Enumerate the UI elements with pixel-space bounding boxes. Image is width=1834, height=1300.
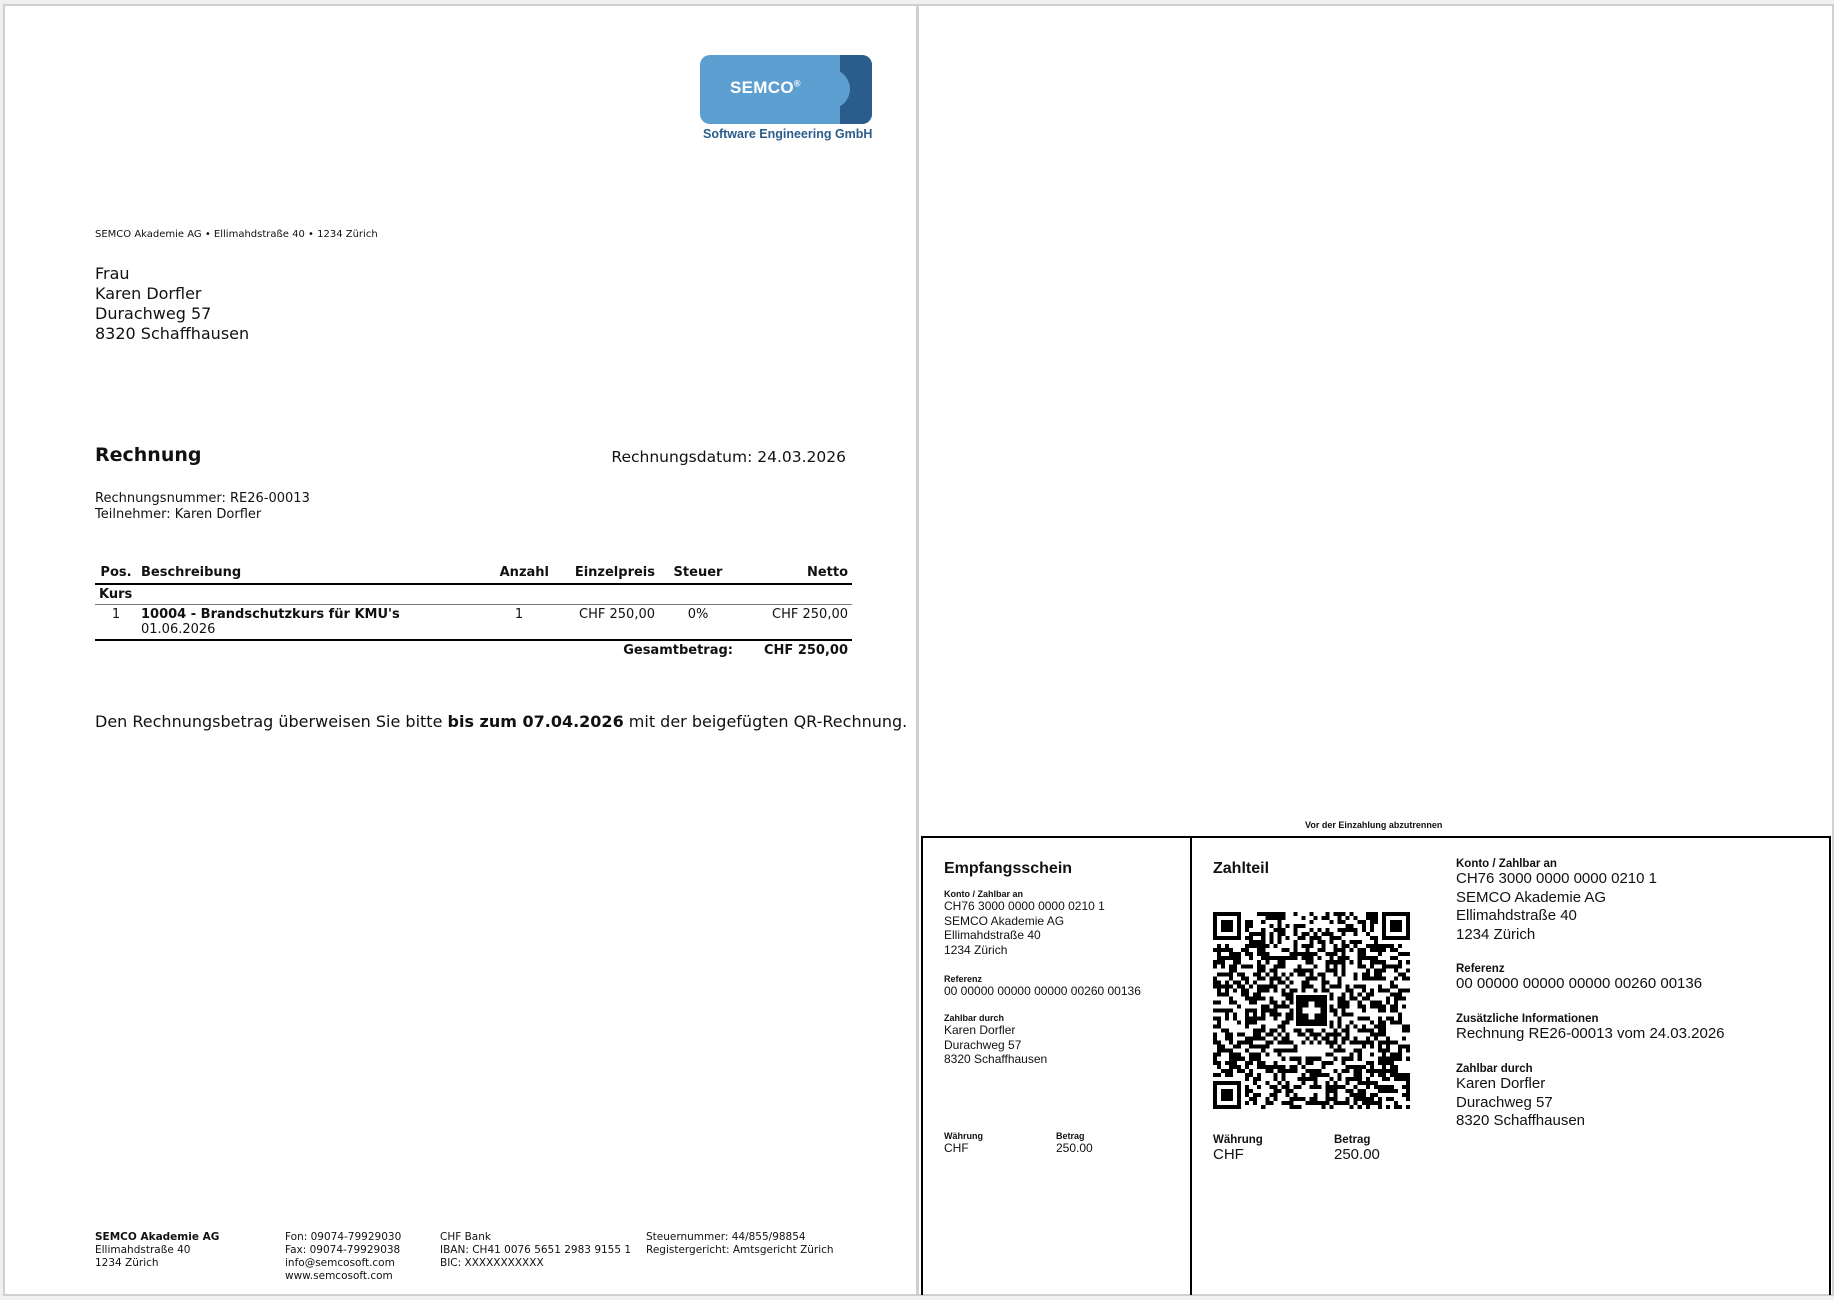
footer-contact: Fon: 09074-79929030 Fax: 09074-79929038 info@semcosoft.com www.semcosoft.com bbox=[285, 1231, 402, 1282]
company-logo bbox=[700, 55, 876, 143]
invoice-number: Rechnungsnummer: RE26-00013 bbox=[95, 491, 310, 506]
receipt-currency: Währung CHF bbox=[944, 1131, 983, 1155]
slip-divider bbox=[1190, 838, 1192, 1295]
sender-line: SEMCO Akademie AG • Ellimahdstraße 40 • 1234 Zürich bbox=[95, 229, 378, 240]
payment-note: Den Rechnungsbetrag überweisen Sie bitte bis zum 07.04.2026 mit der beigefügten QR-Rechnung. bbox=[95, 712, 908, 731]
payment-account: Konto / Zahlbar an CH76 3000 0000 0000 0210 1 SEMCO Akademie AG Ellimahdstraße 40 1234 Zürich bbox=[1456, 858, 1658, 943]
receipt-reference: Referenz 00 00000 00000 00000 00260 00136 bbox=[944, 974, 1141, 998]
payment-part-title: Zahlteil bbox=[1213, 860, 1270, 877]
logo-name: SEMCO bbox=[730, 78, 794, 97]
payment-payer: Zahlbar durch Karen Dorfler Durachweg 57 8320 Schaffhausen bbox=[1456, 1063, 1586, 1129]
logo-subtitle: Software Engineering GmbH bbox=[703, 127, 873, 141]
qr-payment-slip bbox=[921, 836, 1831, 1295]
receipt-payer: Zahlbar durch Karen Dorfler Durachweg 57 8320 Schaffhausen bbox=[944, 1013, 1048, 1066]
receipt-title: Empfangsschein bbox=[944, 860, 1073, 877]
total-row: Gesamtbetrag: CHF 250,00 bbox=[623, 643, 848, 658]
line-items-table bbox=[95, 563, 852, 660]
footer-email[interactable]: info@semcosoft.com bbox=[285, 1257, 395, 1269]
payment-reference: Referenz 00 00000 00000 00000 00260 00136 bbox=[1456, 963, 1703, 992]
separator-label: Vor der Einzahlung abzutrennen bbox=[1305, 820, 1443, 830]
invoice-title: Rechnung bbox=[95, 444, 202, 466]
payment-currency: Währung CHF bbox=[1213, 1134, 1263, 1163]
payment-additional-info: Zusätzliche Informationen Rechnung RE26-00013 vom 24.03.2026 bbox=[1456, 1013, 1725, 1042]
recipient-address: Frau Karen Dorfler Durachweg 57 8320 Schaffhausen bbox=[95, 264, 250, 343]
invoice-page bbox=[3, 4, 918, 1296]
logo-badge: SEMCO® bbox=[700, 55, 872, 124]
group-row: Kurs bbox=[95, 584, 852, 605]
footer-legal: Steuernummer: 44/855/98854 Registergericht: Amtsgericht Zürich bbox=[646, 1231, 834, 1256]
table-row: 1 10004 - Brandschutzkurs für KMU's 01.06.2026 1 CHF 250,00 0% CHF 250,00 bbox=[95, 605, 852, 641]
footer-bank: CHF Bank IBAN: CH41 0076 5651 2983 9155 1 BIC: XXXXXXXXXXX bbox=[440, 1231, 632, 1269]
receipt-account: Konto / Zahlbar an CH76 3000 0000 0000 0210 1 SEMCO Akademie AG Ellimahdstraße 40 1234 Zürich bbox=[944, 889, 1105, 957]
footer-company: SEMCO Akademie AG Ellimahdstraße 40 1234 Zürich bbox=[95, 1231, 220, 1269]
footer-website[interactable]: www.semcosoft.com bbox=[285, 1270, 393, 1282]
table-header: Pos. Beschreibung Anzahl Einzelpreis Steuer Netto bbox=[95, 563, 852, 584]
invoice-date: Rechnungsdatum: 24.03.2026 bbox=[611, 448, 846, 466]
receipt-amount: Betrag 250.00 bbox=[1056, 1131, 1093, 1155]
participant: Teilnehmer: Karen Dorfler bbox=[95, 507, 262, 522]
invoice-meta bbox=[95, 491, 310, 523]
payment-amount: Betrag 250.00 bbox=[1334, 1134, 1380, 1163]
swiss-qr-code-icon bbox=[1213, 912, 1410, 1109]
